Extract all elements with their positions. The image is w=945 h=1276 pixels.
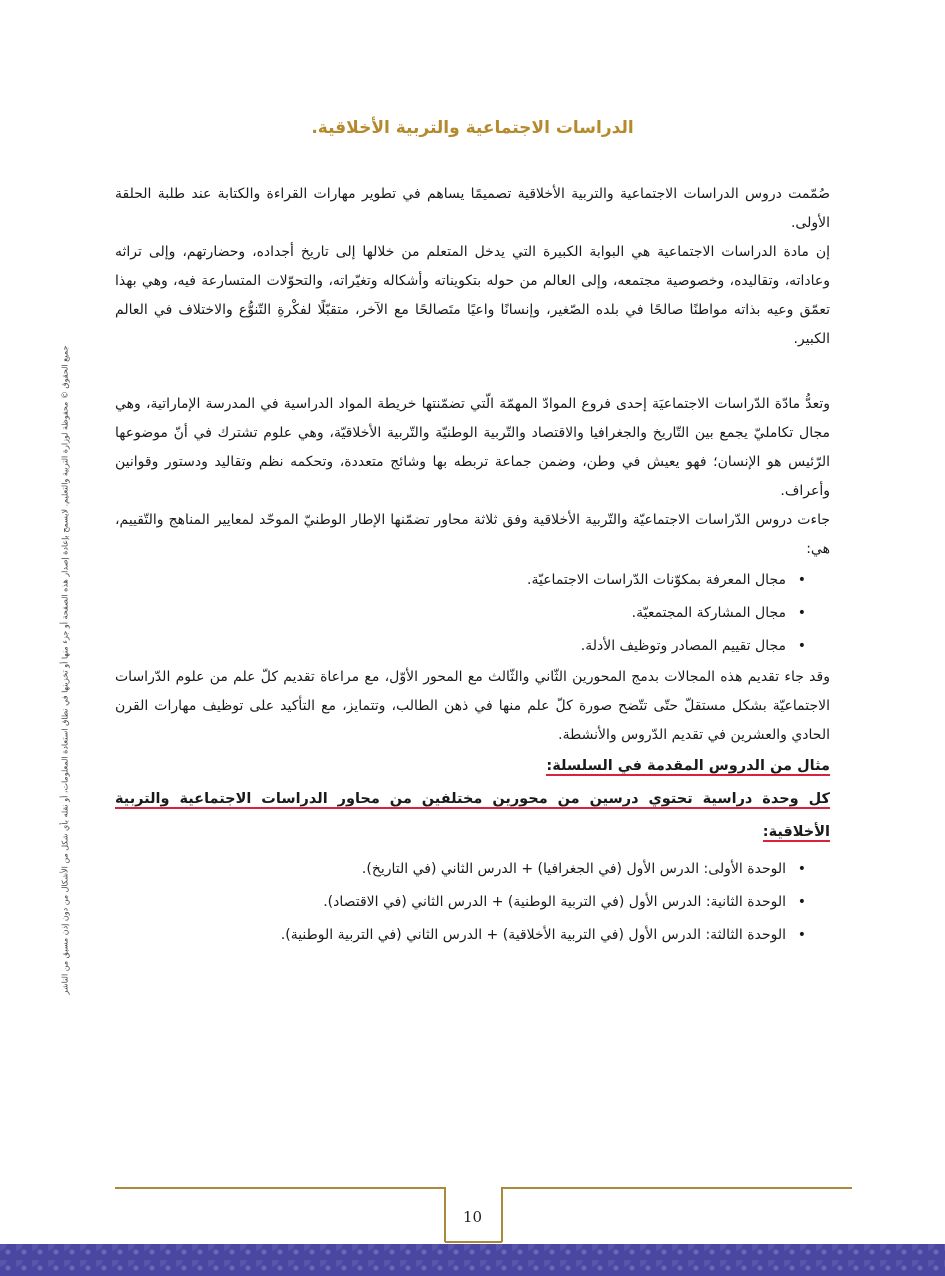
example-subheading: كل وحدة دراسية تحتوي درسين من محورين مختلفين من محاور الدراسات الاجتماعية والتربية الأخلاقية: [115,791,830,840]
main-content [115,180,830,952]
domains-list [115,564,830,663]
page-number: 10 [462,1208,483,1226]
intro-paragraph: صُمّمت دروس الدراسات الاجتماعية والتربية الأخلاقية تصميمًا يساهم في تطوير مهارات القراءة والكتابة عند طلبة الحلقة الأولى. [115,186,830,231]
list-item: • مجال المعرفة بمكوّنات الدّراسات الاجتماعيّة. [115,564,806,597]
list-item: • الوحدة الأولى: الدرس الأول (في الجغرافيا) + الدرس الثاني (في التاريخ). [115,853,806,886]
example-heading: مثال من الدروس المقدمة في السلسلة: [546,758,830,774]
copyright-text: جميع الحقوق © محفوظة لوزارة التربية والتعليم. لايسمح بإعادة إصدار هذه الصفحة أو جزء منها أو تخزينها في نطاق استعادة المعلومات، أو نقله بأي شكل من الأشكال من دون إذن مسبق من الناشر [60,345,70,995]
paragraph: جاءت دروس الدّراسات الاجتماعيّة والتّربية الأخلاقية وفق ثلاثة محاور تضمّنها الإطار الوطنيّ الموحّد لمعايير المناهج والتّقييم، هي: [115,512,830,557]
list-item: • مجال المشاركة المجتمعيّة. [115,597,806,630]
copyright-note [58,310,72,1030]
paragraph: إن مادة الدراسات الاجتماعية هي البوابة الكبيرة التي يدخل المتعلم من خلالها إلى تاريخ أجداده، وحضارتهم، وإلى تراثه وعاداته، وتقاليده، وخصوصية مجتمعه، وإلى العالم من حوله بتكويناته وأشكاله وتغيّراته، والتحوّلات المتسارعة فيه، وهي بهذا تعمّق وعيه بذاته مواطنًا صالحًا في بلده الصّغير، وإنسانًا واعيًا متَصالحًا مع الآخر، متقبّلًا لفكْرةِ التّنوُّع والاختلاف في العالم الكبير. [115,244,830,347]
paragraph: وتعدُّ مادّة الدّراسات الاجتماعيَة إحدى فروع الموادّ المهمّة الّتي تضمّنتها خريطة المواد الدراسية في المدرسة الإماراتية، وهي مجال تكامليّ يجمع بين التّاريخ والجغرافيا والاقتصاد والتّربية الوطنيّة والتّربية الأخلاقيّة، وهي علوم تشترك في أنّ موضوعها الرّئيس هو الإنسان؛ فهو يعيش في وطن، وضمن جماعة تربطه بها وشائج متعددة، وتحكمه نظم وتقاليد ودستور وقوانين وأعراف. [115,396,830,499]
units-list [115,853,830,952]
paragraph: وقد جاء تقديم هذه المجالات بدمج المحورين الثّاني والثّالث مع المحور الأوّل، مع مراعاة تقديم كلّ علم من علوم الدّراسات الاجتماعيّة بشكل مستقلّ حتّى تتّضح صورة كلّ علم منها في ذهن الطالب، وتتمايز، مع التأكيد على توظيف مهارات القرن الحادي والعشرين في تقديم الدّروس والأنشطة. [115,669,830,743]
page-title: الدراسات الاجتماعية والتربية الأخلاقية. [311,118,634,138]
list-item: • مجال تقييم المصادر وتوظيف الأدلة. [115,630,806,663]
bottom-band [0,1244,945,1276]
list-item: • الوحدة الثانية: الدرس الأول (في التربية الوطنية) + الدرس الثاني (في الاقتصاد). [115,886,806,919]
list-item: • الوحدة الثالثة: الدرس الأول (في التربية الأخلاقية) + الدرس الثاني (في التربية الوطنية). [115,919,806,952]
